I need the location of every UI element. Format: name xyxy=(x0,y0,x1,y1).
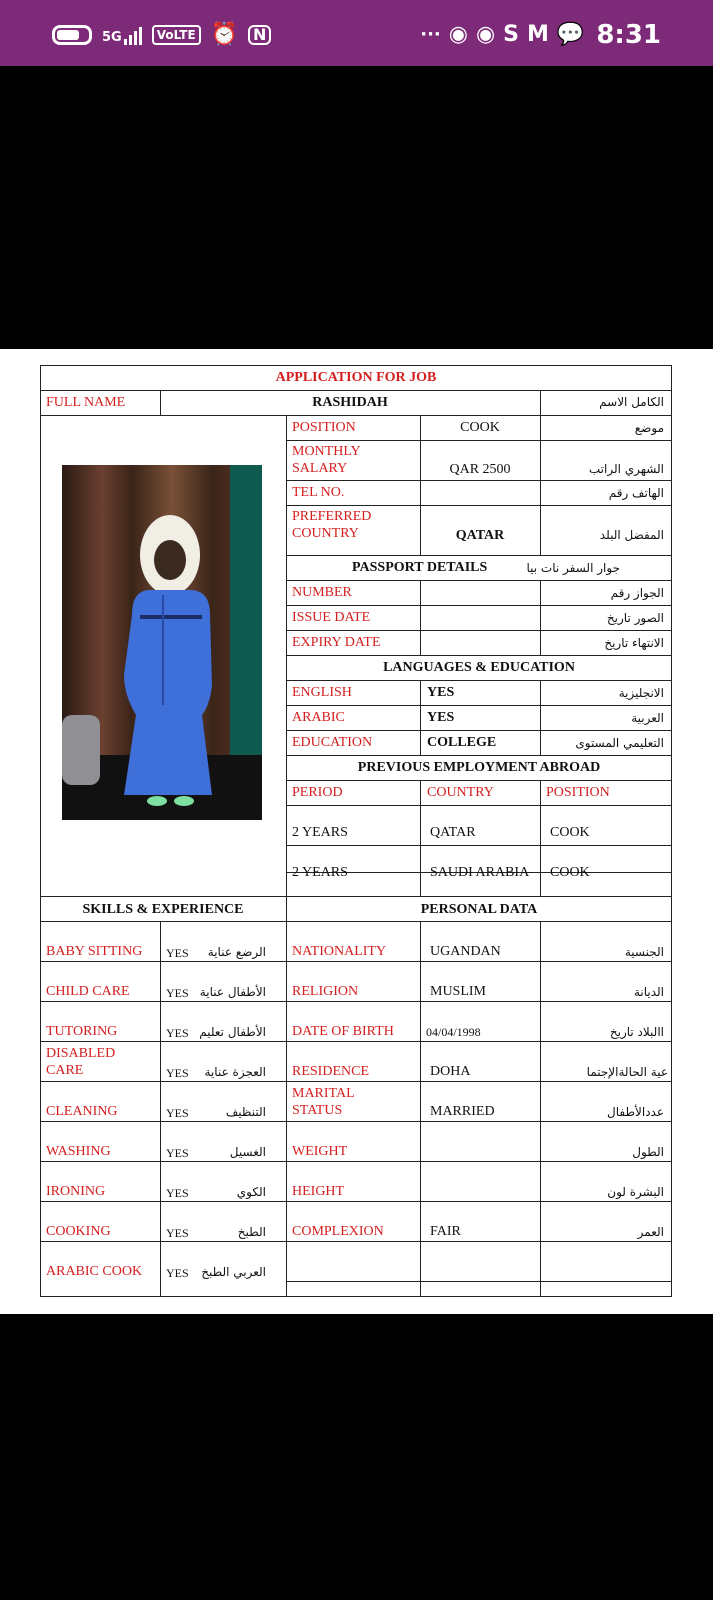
position-label: POSITION xyxy=(292,420,356,435)
application-form xyxy=(40,365,672,1297)
gmail-icon: M xyxy=(527,22,549,47)
skill-value: YES xyxy=(166,946,189,960)
skill-label: CLEANING xyxy=(46,1104,118,1119)
personal-value: FAIR xyxy=(430,1224,461,1239)
s-app-icon: S xyxy=(503,22,520,47)
employment-heading: PREVIOUS EMPLOYMENT ABROAD xyxy=(357,760,601,775)
english-value: YES xyxy=(427,685,455,700)
skills-heading: SKILLS & EXPERIENCE xyxy=(82,902,244,917)
tel-no-label-ar: الهاتف رقم xyxy=(608,486,664,500)
skill-label-ar: الطبخ xyxy=(237,1225,266,1239)
skill-label: CHILD CARE xyxy=(46,984,130,999)
battery-icon xyxy=(52,25,92,45)
status-bar xyxy=(0,0,713,66)
skill-label: BABY SITTING xyxy=(46,944,143,959)
preferred-country-value: QATAR xyxy=(455,528,505,543)
employment-row-country: SAUDI ARABIA xyxy=(430,865,530,880)
bottom-black-area xyxy=(0,1314,713,1600)
arabic-value: YES xyxy=(427,710,455,725)
education-value: COLLEGE xyxy=(427,735,497,750)
english-label-ar: الانجليزية xyxy=(618,686,664,700)
employment-row-position: COOK xyxy=(550,865,590,880)
overflow-dots: ··· xyxy=(420,24,441,45)
personal-label: HEIGHT xyxy=(292,1184,345,1199)
personal-label: RESIDENCE xyxy=(292,1064,369,1079)
skill-label: COOKING xyxy=(46,1224,111,1239)
personal-label-ar: عية الحالةالإجتما xyxy=(586,1065,668,1079)
personal-heading: PERSONAL DATA xyxy=(420,902,538,917)
alarm-icon: ⏰ xyxy=(210,22,239,47)
preferred-country-label-ar: المفضل البلد xyxy=(599,528,664,542)
personal-label-ar: الديانة xyxy=(633,985,664,999)
passport-number-label: NUMBER xyxy=(292,585,352,600)
passport-number-label-ar: الجواز رقم xyxy=(610,586,664,600)
personal-label: WEIGHT xyxy=(292,1144,348,1159)
volte-icon: VoLTE xyxy=(152,25,201,45)
nfc-icon: N xyxy=(248,25,271,45)
signal-icon: 5G xyxy=(102,25,142,45)
employment-row-country: QATAR xyxy=(430,825,476,840)
languages-heading: LANGUAGES & EDUCATION xyxy=(383,660,575,675)
skill-value: YES xyxy=(166,1106,189,1120)
personal-value: MARRIED xyxy=(430,1104,495,1119)
skill-label-ar: الأطفال عناية xyxy=(199,985,266,999)
personal-label-ar: االبلاد تاريخ xyxy=(609,1025,664,1039)
english-label: ENGLISH xyxy=(292,685,352,700)
preferred-country-label: PREFERRED COUNTRY xyxy=(292,509,372,541)
personal-label: MARITAL STATUS xyxy=(292,1086,355,1118)
issue-date-label-ar: الصور تاريخ xyxy=(606,611,664,625)
form-title: APPLICATION FOR JOB xyxy=(275,370,437,385)
skill-label: DISABLED CARE xyxy=(46,1046,116,1078)
skill-value: YES xyxy=(166,1266,189,1280)
clock: 8:31 xyxy=(596,20,661,50)
education-label: EDUCATION xyxy=(292,735,373,750)
skill-value: YES xyxy=(166,1186,189,1200)
skill-value: YES xyxy=(166,1026,189,1040)
skill-label: WASHING xyxy=(46,1144,111,1159)
personal-label-ar: العمر xyxy=(637,1225,664,1239)
skill-label-ar: التنظيف xyxy=(225,1105,266,1119)
personal-label: COMPLEXION xyxy=(292,1224,384,1239)
chrome-icon: ◉ xyxy=(448,22,468,47)
skill-label-ar: العجزة عناية xyxy=(204,1065,266,1079)
skill-value: YES xyxy=(166,1226,189,1240)
personal-value: UGANDAN xyxy=(430,944,501,959)
education-label-ar: التعليمي المستوى xyxy=(575,736,664,750)
tel-no-label: TEL NO. xyxy=(292,485,345,500)
personal-label: NATIONALITY xyxy=(292,944,387,959)
skill-label-ar: الرضع عناية xyxy=(207,945,266,959)
job-application-image[interactable] xyxy=(0,349,713,1314)
personal-label-ar: الطول xyxy=(632,1145,664,1159)
employment-col-position: POSITION xyxy=(546,785,610,800)
personal-label: DATE OF BIRTH xyxy=(292,1024,394,1039)
passport-heading-ar: جوار السفر نات بيا xyxy=(526,561,620,575)
skill-value: YES xyxy=(166,1066,189,1080)
skill-label-ar: الأطفال تعليم xyxy=(199,1025,266,1039)
arabic-label: ARABIC xyxy=(292,710,345,725)
employment-col-country: COUNTRY xyxy=(427,785,494,800)
employment-row-position: COOK xyxy=(550,825,590,840)
monthly-salary-label-ar: الشهري الراتب xyxy=(588,462,664,476)
skill-label-ar: العربي الطبخ xyxy=(201,1265,266,1279)
personal-value: MUSLIM xyxy=(430,984,487,999)
skill-label-ar: الكوي xyxy=(236,1185,266,1199)
issue-date-label: ISSUE DATE xyxy=(292,610,371,625)
employment-row-period: 2 YEARS xyxy=(292,825,348,840)
personal-value: DOHA xyxy=(430,1064,471,1079)
chrome-icon: ◉ xyxy=(475,22,496,47)
position-value: COOK xyxy=(460,420,500,435)
full-name-value: RASHIDAH xyxy=(312,395,388,410)
chat-icon: 💬 xyxy=(556,22,585,47)
personal-label-ar: عددالأطفال xyxy=(607,1105,664,1119)
skill-label-ar: الغسيل xyxy=(229,1145,266,1159)
personal-value: 04/04/1998 xyxy=(426,1025,481,1039)
applicant-photo xyxy=(62,465,262,820)
expiry-date-label: EXPIRY DATE xyxy=(292,635,381,650)
full-name-label: FULL NAME xyxy=(46,395,126,410)
expiry-date-label-ar: الانتهاء تاريخ xyxy=(604,636,664,650)
skill-value: YES xyxy=(166,986,189,1000)
employment-row-period: 2 YEARS xyxy=(292,865,348,880)
arabic-label-ar: العربية xyxy=(631,711,664,725)
personal-label-ar: البشرة لون xyxy=(607,1185,664,1199)
monthly-salary-label: MONTHLY SALARY xyxy=(292,444,361,476)
top-black-area xyxy=(0,66,713,349)
personal-label-ar: الجنسية xyxy=(624,945,664,959)
employment-col-period: PERIOD xyxy=(292,785,343,800)
skill-value: YES xyxy=(166,1146,189,1160)
skill-label: ARABIC COOK xyxy=(46,1264,143,1279)
monthly-salary-value: QAR 2500 xyxy=(449,462,511,477)
skill-label: IRONING xyxy=(46,1184,106,1199)
skill-label: TUTORING xyxy=(46,1024,118,1039)
full-name-label-ar: الكامل الاسم xyxy=(599,395,664,409)
passport-heading: PASSPORT DETAILS xyxy=(352,560,488,575)
position-label-ar: موضع xyxy=(634,421,664,435)
personal-label: RELIGION xyxy=(292,984,359,999)
